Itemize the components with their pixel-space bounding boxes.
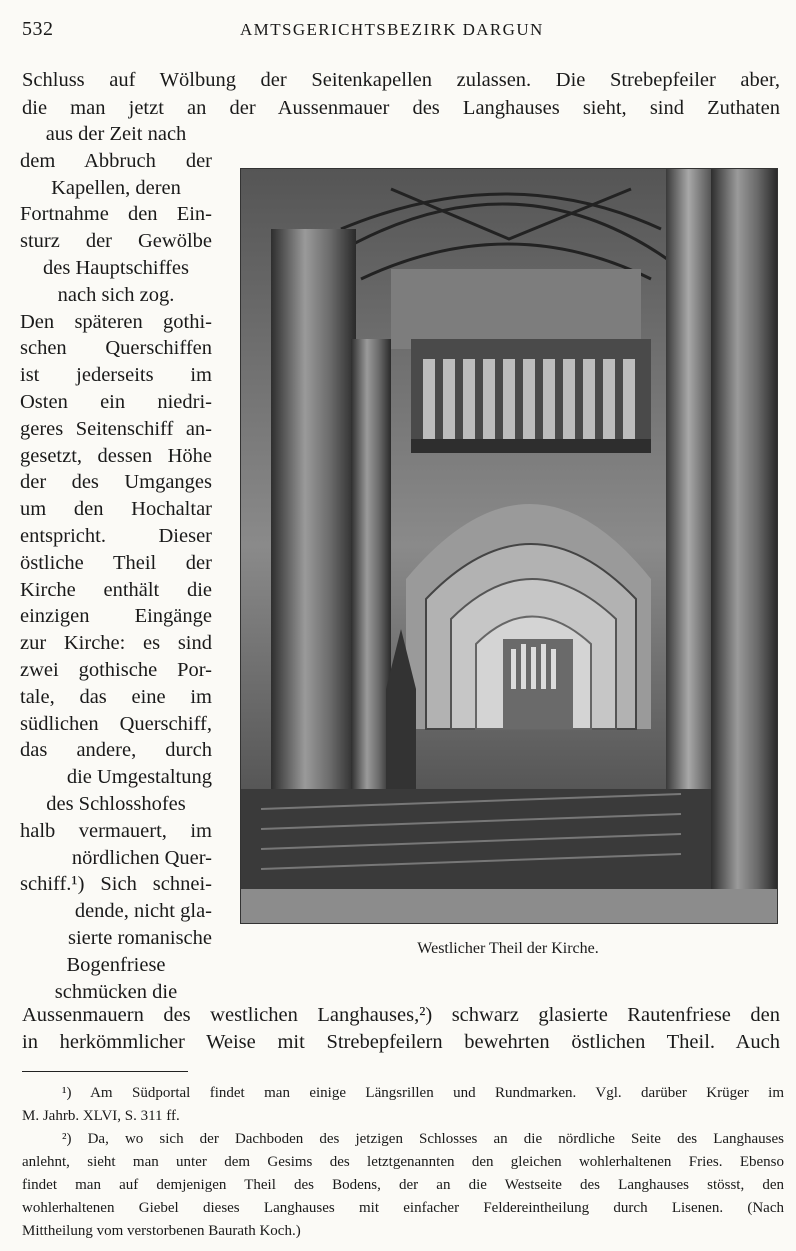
body-text-line: nördlichen Quer- xyxy=(71,846,212,869)
body-text-line: die Umgestaltung xyxy=(66,766,212,789)
running-title: AMTSGERICHTSBEZIRK DARGUN xyxy=(240,20,544,39)
body-text-line: östliche Theil der xyxy=(20,551,212,574)
body-text-line: Den späteren gothi- xyxy=(20,310,212,333)
narrow-text-column xyxy=(20,121,212,1005)
body-text-line: Fortnahme den Ein- xyxy=(20,203,212,226)
body-text-line: nach sich zog. xyxy=(57,283,175,306)
body-text-line: gesetzt, dessen Höhe xyxy=(20,444,212,467)
footnote-line: ¹) Am Südportal findet man einige Längsrillen und Rundmarken. Vgl. darüber Krüger im xyxy=(62,1085,784,1101)
body-text-line: in herkömmlicher Weise mit Strebepfeilern bewehrten östlichen Theil. Auch xyxy=(22,1031,780,1053)
body-text-line: der des Umganges xyxy=(20,471,212,494)
body-text-line: Osten ein niedri- xyxy=(20,390,212,413)
body-text-line: Kirche enthält die xyxy=(20,578,212,601)
footnote-line: Mittheilung vom verstorbenen Baurath Koch.) xyxy=(22,1223,301,1239)
body-text-line: einzigen Eingänge xyxy=(20,605,212,628)
footnote-line: M. Jahrb. XLVI, S. 311 ff. xyxy=(22,1108,180,1124)
body-text-line: ist jederseits im xyxy=(20,364,212,387)
footnote-line: ²) Da, wo sich der Dachboden des jetzigen Schlosses an die nördliche Seite des Langhauses xyxy=(62,1131,784,1147)
figure-caption: Westlicher Theil der Kirche. xyxy=(417,940,599,957)
body-text-line: geres Seitenschiff an- xyxy=(20,417,212,440)
body-text-line: des Hauptschiffes xyxy=(43,256,189,279)
body-text-line: schmücken die xyxy=(54,980,178,1003)
body-text-line: südlichen Querschiff, xyxy=(20,712,212,735)
body-text-line: dende, nicht gla- xyxy=(74,900,212,923)
body-text-line: dem Abbruch der xyxy=(20,149,212,172)
body-text-line: zur Kirche: es sind xyxy=(20,632,212,655)
footnote-line: findet man auf demjenigen Theil des Bodens, der an die Westseite des Langhauses stösst, den xyxy=(22,1177,784,1193)
body-text-line: aus der Zeit nach xyxy=(45,123,187,145)
body-text-line: schiff.¹) Sich schnei- xyxy=(20,873,212,896)
body-text-line: Schluss auf Wölbung der Seitenkapellen zulassen. Die Strebepfeiler aber, xyxy=(22,69,780,91)
body-text-line: Bogenfriese xyxy=(66,953,166,976)
footnote-line: wohlerhaltenen Giebel dieses Langhauses mit einfacher Feldereintheilung durch Lisenen. (Nach xyxy=(22,1200,784,1216)
body-text-line: entspricht. Dieser xyxy=(20,524,212,547)
body-text-line: die man jetzt an der Aussenmauer des Langhauses sieht, sind Zuthaten xyxy=(22,97,780,119)
page-number: 532 xyxy=(22,18,54,40)
footnote-rule xyxy=(22,1071,188,1072)
body-text-line: sierte romanische xyxy=(67,926,212,949)
body-text-line: schen Querschiffen xyxy=(20,337,212,360)
page-header xyxy=(22,12,774,42)
body-text-line: Aussenmauern des westlichen Langhauses,²) schwarz glasierte Rautenfriese den xyxy=(22,1004,780,1026)
body-text-line: des Schlosshofes xyxy=(46,792,186,815)
footnote-line: anlehnt, sieht man unter dem Gesims des letztgenannten den gleichen wohlerhaltenen Fries. Ebenso xyxy=(22,1154,784,1170)
body-text-line: halb vermauert, im xyxy=(20,819,212,842)
footnotes xyxy=(22,1082,784,1243)
body-text-line: das andere, durch xyxy=(20,739,212,762)
body-text-line: tale, das eine im xyxy=(20,685,212,708)
body-text-line: zwei gothische Por- xyxy=(20,658,212,681)
body-text-line: Kapellen, deren xyxy=(51,176,181,199)
body-text-line: um den Hochaltar xyxy=(20,498,212,521)
church-interior-photo xyxy=(240,168,778,924)
body-text-line: sturz der Gewölbe xyxy=(20,230,212,253)
